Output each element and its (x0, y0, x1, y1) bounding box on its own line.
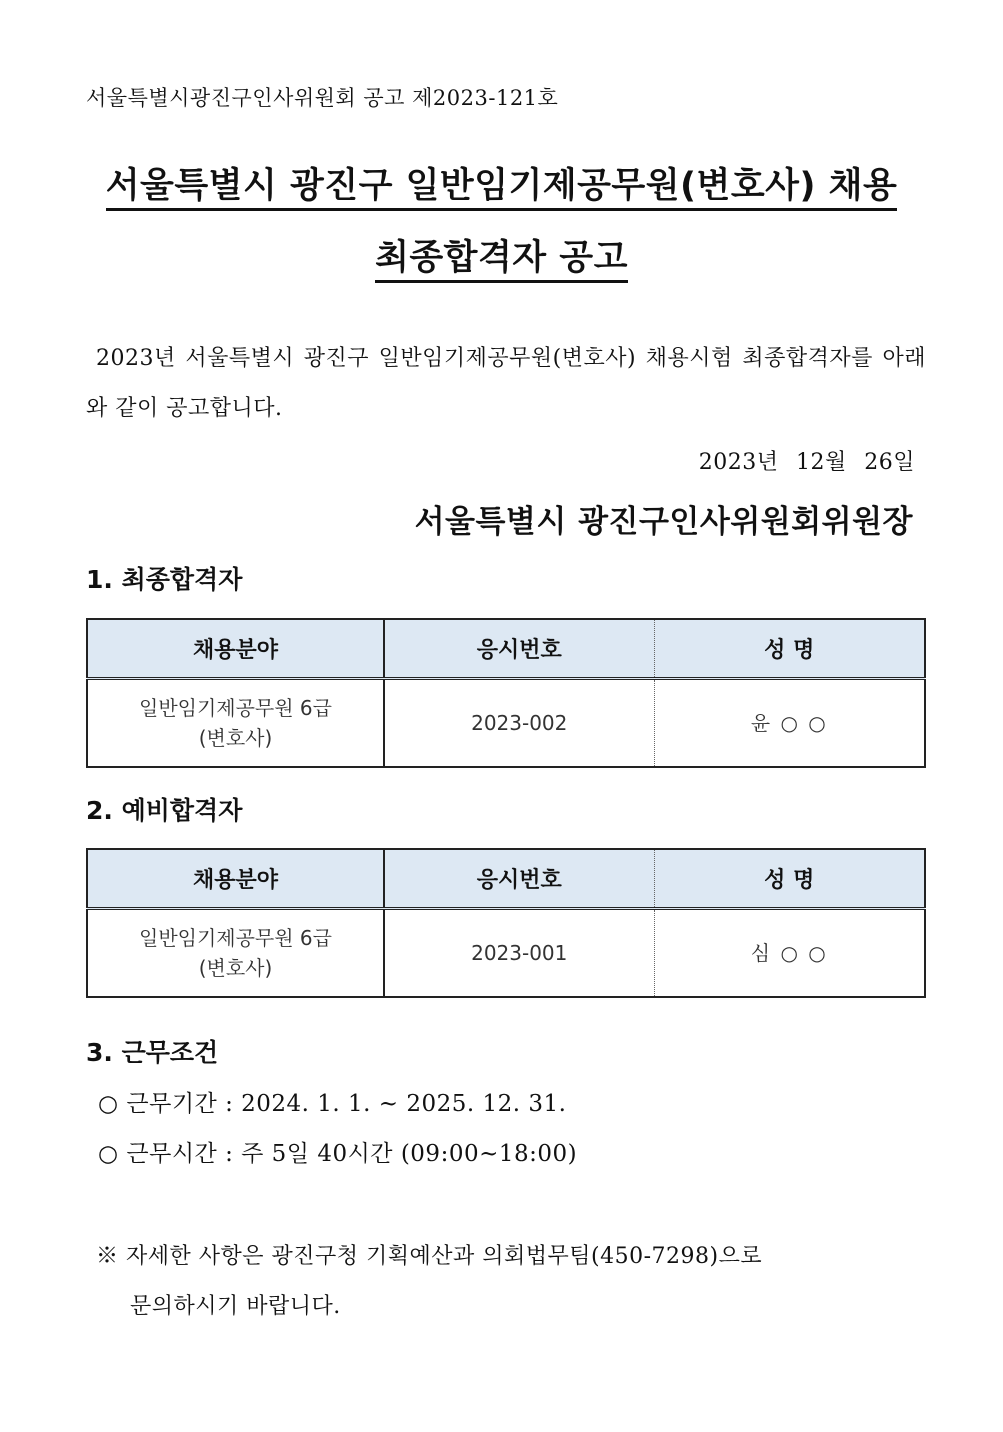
signer: 서울특별시 광진구인사위원회위원장 (414, 504, 913, 540)
header-number: 응시번호 (384, 619, 654, 679)
cell-name: 윤 ○ ○ (654, 679, 925, 768)
condition-work-hours: ○ 근무시간 : 주 5일 40시간 (09:00~18:00) (98, 1141, 578, 1167)
cell-field-line2: (변호사) (198, 726, 273, 750)
intro-paragraph: 2023년 서울특별시 광진구 일반임기제공무원(변호사) 채용시험 최종합격자를 아래와 같이 공고합니다. (86, 346, 926, 421)
note-line2: 문의하시기 바랍니다. (130, 1294, 341, 1319)
announcement-date: 2023년 12월 26일 (698, 450, 915, 475)
cell-field (87, 909, 384, 998)
cell-field-line2: (변호사) (198, 956, 273, 980)
header-number: 응시번호 (384, 849, 654, 909)
final-passers-table (86, 618, 926, 768)
header-field: 채용분야 (87, 849, 384, 909)
document-title-line2 (0, 230, 1003, 280)
section-conditions-heading: 3. 근무조건 (86, 1038, 219, 1067)
note-line1: ※ 자세한 사항은 광진구청 기획예산과 의회법무팀(450-7298)으로 (96, 1244, 763, 1269)
cell-field (87, 679, 384, 768)
header-name: 성 명 (654, 619, 925, 679)
cell-number: 2023-001 (384, 909, 654, 998)
table-header-row (87, 849, 925, 909)
condition-work-period: ○ 근무기간 : 2024. 1. 1. ~ 2025. 12. 31. (98, 1091, 567, 1117)
title-line2-text: 최종합격자 공고 (375, 238, 628, 283)
header-field: 채용분야 (87, 619, 384, 679)
cell-field-line1: 일반임기제공무원 6급 (139, 926, 332, 950)
cell-field-line1: 일반임기제공무원 6급 (139, 696, 332, 720)
header-name: 성 명 (654, 849, 925, 909)
table-header-row (87, 619, 925, 679)
section-final-heading: 1. 최종합격자 (86, 565, 243, 594)
cell-number: 2023-002 (384, 679, 654, 768)
table-row (87, 679, 925, 768)
document-title-line1 (0, 158, 1003, 208)
table-row (87, 909, 925, 998)
section-reserve-heading: 2. 예비합격자 (86, 796, 243, 825)
cell-name: 심 ○ ○ (654, 909, 925, 998)
contact-note (96, 1232, 762, 1332)
notice-number: 서울특별시광진구인사위원회 공고 제2023-121호 (86, 86, 559, 110)
reserve-passers-table (86, 848, 926, 998)
title-line1-text: 서울특별시 광진구 일반임기제공무원(변호사) 채용 (106, 166, 898, 211)
